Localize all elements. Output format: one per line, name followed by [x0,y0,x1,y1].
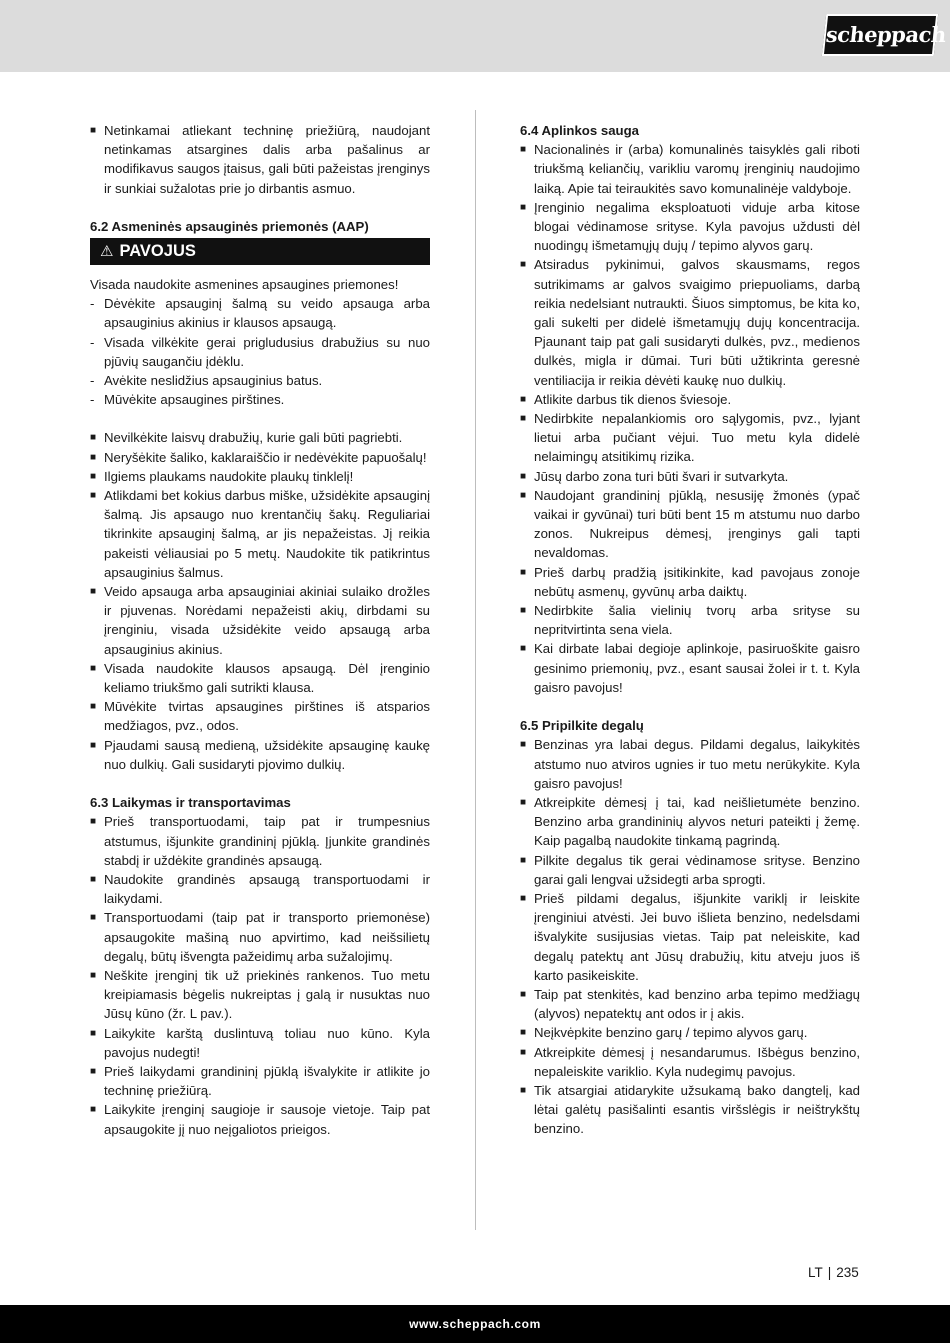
list-item: ■ Neškite įrenginį tik už priekinės rankenos. Tuo metu kreipiamasis bėgelis nukreiptas į galą ir nusuktas nuo Jūsų kūno (žr. L pav.). [90,967,430,1022]
paragraph: Visada naudokite asmenines apsaugines priemones! [90,277,399,293]
bullet-square-icon: ■ [90,912,97,924]
bullet-square-icon: ■ [520,413,527,425]
list-item: ■ Pjaudami sausą medieną, užsidėkite apsauginę kaukę nuo dulkių. Gali susidaryti pjovimo dulkių. [90,737,430,772]
list-item: ■ Nedirbkite nepalankiomis oro sąlygomis, pvz., lyjant lietui arba pučiant vėjui. Tuo metu kyla didelė nelaimingų atsitikimų rizika. [520,411,860,465]
section-heading-6-4: 6.4 Aplinkos sauga [520,123,639,138]
right-column [520,121,860,1139]
list-item: ■ Transportuodami (taip pat ir transporto priemonėse) apsaugokite mašiną nuo apvirtimo, kad neišsilietų degalų, būtų išvengta pažeidimų arba sužalojimų. [90,910,430,964]
list-item: ■ Naudokite grandinės apsaugą transportuodami ir laikydami. [90,871,430,907]
bullet-square-icon: ■ [520,144,527,156]
list-item: ■ Mūvėkite tvirtas apsaugines pirštines iš atsparios medžiagos, pvz., odos. [90,699,430,734]
list-item: ■ Prieš darbų pradžią įsitikinkite, kad pavojaus zonoje nebūtų asmenų, gyvūnų arba daiktų. [520,564,860,599]
list-item: ■ Nevilkėkite laisvų drabužių, kurie gali būti pagriebti. [90,428,430,447]
section-heading-6-2: 6.2 Asmeninės apsauginės priemonės (AAP) [90,218,369,234]
dash-marker: - [90,334,95,350]
bullet-square-icon: ■ [520,1027,527,1039]
bullet-square-icon: ■ [520,739,527,751]
intro-list [90,121,430,198]
environment-list [520,140,860,697]
bullet-square-icon: ■ [520,1084,527,1096]
bullet-square-icon: ■ [90,586,97,598]
website-url: www.scheppach.com [409,1317,541,1331]
list-item: ■ Pilkite degalus tik gerai vėdinamose srityse. Benzino garai gali lengvai užsidegti arba sprogti. [520,852,860,887]
list-item: ■ Kai dirbate labai degioje aplinkoje, pasiruoškite gaisro gesinimo priemonių, pvz., esant sausai žolei ir t. t. Kyla gaisro pavojus! [520,641,860,695]
list-item: ■ Neįkvėpkite benzino garų / tepimo alyvos garų. [520,1023,860,1042]
list-item: ■ Netinkamai atliekant techninę priežiūrą, naudojant netinkamas atsargines dalis arba pašalinus ar modifikavus saugos įtaisus, gali būti pažeistas įrenginys ir sunkiai sužalotas prie jo dirbantis asmuo. [90,123,430,196]
bullet-square-icon: ■ [520,201,527,213]
column-divider [475,110,476,1230]
list-item: ■ Prieš transportuodami, taip pat ir trumpesnius atstumus, išjunkite grandininį pjūklą. Įjunkite grandinės stabdį ir uždėkite grandinės apsaugą. [90,814,430,868]
list-item: ■ Nedirbkite šalia vielinių tvorų arba srityse su nepritvirtinta sena viela. [520,603,860,638]
left-column [90,121,430,1139]
bullet-square-icon: ■ [90,125,97,136]
bullet-square-icon: ■ [520,566,527,578]
list-item: ■ Jūsų darbo zona turi būti švari ir sutvarkyta. [520,467,860,486]
bullet-square-icon: ■ [90,873,97,885]
refuel-list [520,735,860,1138]
list-item: ■ Laikykite įrenginį saugioje ir sausoje vietoje. Taip pat apsaugokite jį nuo neįgaliotos prieigos. [90,1102,430,1137]
bullet-square-icon: ■ [520,643,527,655]
list-item: ■ Atkreipkite dėmesį į tai, kad neišlietumėte benzino. Benzino arba grandininių alyvos neturi pateikti į žemę. Kaip pagalbą naudokite tinkamą pagrindą. [520,794,860,849]
bullet-square-icon: ■ [90,1027,97,1039]
dash-marker: - [90,296,95,312]
list-item: ■ Atlikite darbus tik dienos šviesoje. [520,390,860,409]
warning-triangle-icon: ⚠ [100,243,114,261]
list-item: ■ Naudojant grandininį pjūklą, nesusiję žmonės (ypač vaikai ir gyvūnai) turi būti bent 15 m atstumu nuo darbo zonos. Nukreipus dėmesį, įrenginys gali tapti nevaldomas. [520,487,860,561]
bullet-square-icon: ■ [520,1046,527,1058]
bullet-square-icon: ■ [90,1104,97,1116]
ppe-list [90,428,430,774]
list-item: ■ Tik atsargiai atidarykite užsukamą bako dangtelį, kad lėtai galėtų pasišalinti esantis viršslėgis ir neištrykštų benzino. [520,1082,860,1137]
bullet-square-icon: ■ [90,662,97,674]
page-number-value: 235 [836,1265,859,1280]
page-header-band [0,0,950,72]
bullet-square-icon: ■ [520,393,527,405]
storage-list [90,812,430,1138]
list-item: ■ Visada naudokite klausos apsaugą. Dėl įrenginio keliamo triukšmo gali sutrikti klausa. [90,660,430,696]
bullet-square-icon: ■ [520,470,527,482]
list-item: ■ Atlikdami bet kokius darbus miške, užsidėkite apsauginį šalmą. Jis apsaugo nuo krentančių šakų. Reguliariai tikrinkite apsauginį šalmą, ar jis nepažeistas. Jį reikia pakeisti vėliausiai po 5 metų. Naudokite tik patikrintus apsauginius šalmus. [90,488,430,580]
separator: | [827,1265,832,1280]
language-code: LT [808,1265,823,1280]
list-item: ■ Atsiradus pykinimui, galvos skausmams, regos sutrikimams ar galvos svaigimo priepuoliams, darbą reikia nedelsiant nutraukti. Šiuos simptomus, be kita ko, gali sukelti per didelė išmetamųjų dujų koncentracija. Pjaunant taip pat gali susidaryti dulkės, pvz., medienos dulkės, migla ir dūmai. Turi būti užtikrinta geresnė ventiliacija ir reikia dėvėti kaukę nuo dulkių. [520,257,860,388]
bullet-square-icon: ■ [90,470,97,482]
list-item: ■ Atkreipkite dėmesį į nesandarumus. Išbėgus benzino, nepaleiskite variklio. Kyla nudegimų pavojus. [520,1044,860,1079]
list-item: - Visada vilkėkite gerai prigludusius drabužius su nuo pjūvių saugančiu įdėklu. [90,334,430,369]
bullet-square-icon: ■ [520,796,527,808]
bullet-square-icon: ■ [520,489,527,501]
bullet-square-icon: ■ [90,969,97,981]
section-heading-6-5: 6.5 Pripilkite degalų [520,718,644,734]
list-item: ■ Veido apsauga arba apsauginiai akiniai sulaiko drožles ir pjuvenas. Norėdami nepažeisti akių, dirbdami su įrenginiu, visada užsidėkite veido apsaugą arba apsauginius akinius. [90,584,430,657]
bullet-square-icon: ■ [520,988,527,1000]
dash-list [90,294,430,409]
list-item: ■ Nacionalinės ir (arba) komunalinės taisyklės gali riboti triukšmą keliančių, varikliu varomų įrenginių naudojimo laiką. Apie tai teiraukitės savo komunalinėje valdyboje. [520,142,860,196]
list-item: ■ Benzinas yra labai degus. Pildami degalus, laikykitės atstumo nuo atviros ugnies ir tuo metu nerūkykite. Kyla gaisro pavojus! [520,737,860,791]
dash-marker: - [90,392,95,408]
list-item: ■ Prieš pildami degalus, išjunkite variklį ir leiskite įrenginiui atvėsti. Jei buvo išlieta benzino, nedelsdami išvalykite susijusias vietas. Taip pat neleiskite, kad degalų patektų ant Jūsų drabužių, kitu atveju juos iš karto pasikeiskite. [520,890,860,983]
bullet-square-icon: ■ [90,490,97,502]
page-number [808,1265,859,1280]
danger-banner: ⚠ PAVOJUS [90,238,430,265]
page-footer-band [0,1305,950,1343]
bullet-square-icon: ■ [90,432,97,444]
list-item: - Avėkite neslidžius apsauginius batus. [90,371,430,390]
list-item: ■ Taip pat stenkitės, kad benzino arba tepimo medžiagų (alyvos) nepatektų ant odos ir į akis. [520,986,860,1022]
list-item: ■ Neryšėkite šaliko, kaklaraiščio ir nedėvėkite papuošalų! [90,448,430,467]
bullet-square-icon: ■ [90,739,97,751]
bullet-square-icon: ■ [520,605,527,617]
bullet-square-icon: ■ [520,854,527,866]
brand-logo: scheppach [822,14,938,56]
bullet-square-icon: ■ [90,1065,97,1077]
list-item: ■ Laikykite karštą duslintuvą toliau nuo kūno. Kyla pavojus nudegti! [90,1025,430,1060]
section-heading-6-3: 6.3 Laikymas ir transportavimas [90,795,291,811]
bullet-square-icon: ■ [90,816,97,828]
bullet-square-icon: ■ [90,451,97,463]
list-item: ■ Įrenginio negalima eksploatuoti viduje arba kitose blogai vėdinamose srityse. Kyla pavojus uždusti dėl nuodingų išmetamųjų dujų / tepimo alyvos garų. [520,199,860,254]
bullet-square-icon: ■ [520,259,527,271]
list-item: ■ Prieš laikydami grandininį pjūklą išvalykite ir atlikite jo techninę priežiūrą. [90,1063,430,1099]
dash-marker: - [90,373,95,389]
bullet-square-icon: ■ [90,701,97,713]
list-item: - Dėvėkite apsauginį šalmą su veido apsauga arba apsauginius akinius ir klausos apsaugą. [90,296,430,331]
bullet-square-icon: ■ [520,892,527,904]
list-item: - Mūvėkite apsaugines pirštines. [90,390,430,409]
list-item: ■ Ilgiems plaukams naudokite plaukų tinklelį! [90,467,430,486]
